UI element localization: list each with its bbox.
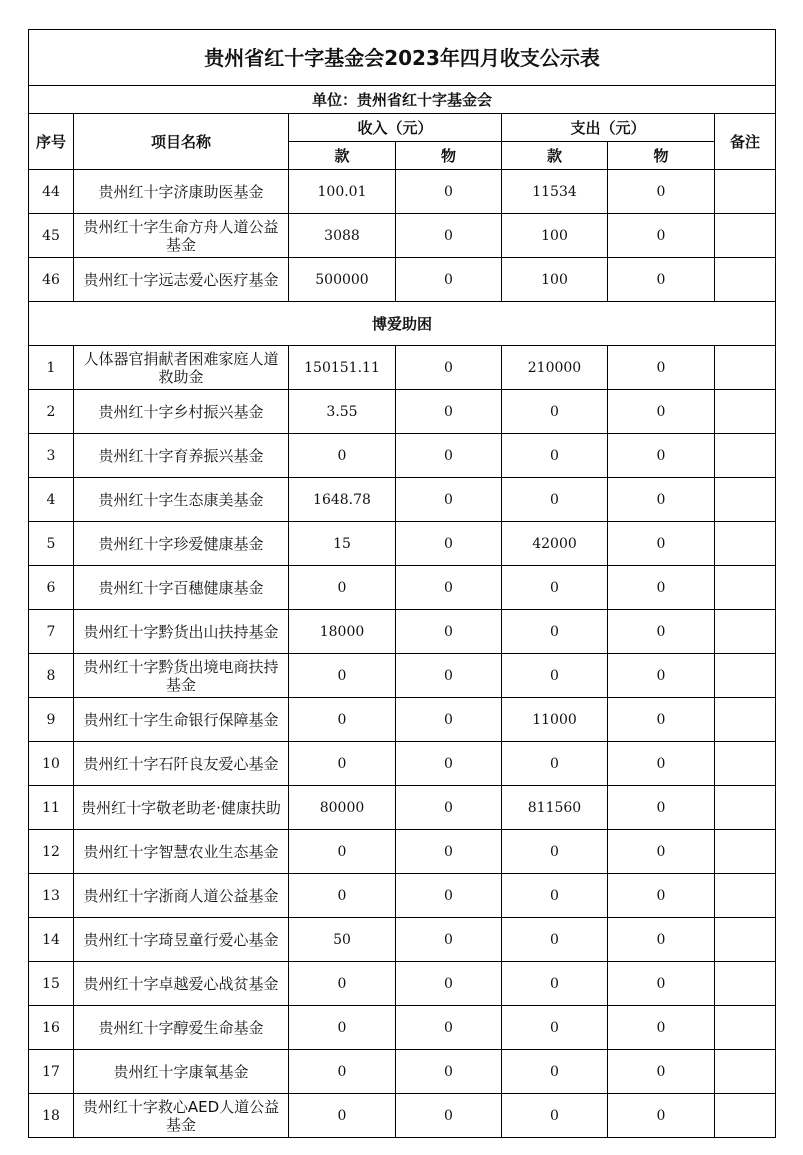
row-expense-goods: 0 <box>608 1050 715 1094</box>
header-index: 序号 <box>29 114 74 170</box>
row-income-goods: 0 <box>396 478 502 522</box>
table-row <box>29 918 776 962</box>
row-income-goods: 0 <box>396 742 502 786</box>
row-remark <box>715 478 776 522</box>
row-index: 13 <box>29 874 74 918</box>
row-expense-cash: 0 <box>502 1094 608 1138</box>
header-expense-cash: 款 <box>502 142 608 170</box>
row-income-goods: 0 <box>396 170 502 214</box>
row-index: 6 <box>29 566 74 610</box>
row-income-cash: 0 <box>289 434 396 478</box>
row-income-cash: 3.55 <box>289 390 396 434</box>
table-row <box>29 522 776 566</box>
row-expense-cash: 0 <box>502 390 608 434</box>
row-name: 贵州红十字生命银行保障基金 <box>74 698 289 742</box>
row-index: 5 <box>29 522 74 566</box>
row-name: 贵州红十字琦昱童行爱心基金 <box>74 918 289 962</box>
row-remark <box>715 830 776 874</box>
row-expense-cash: 0 <box>502 874 608 918</box>
row-expense-cash: 100 <box>502 258 608 302</box>
header-income-cash: 款 <box>289 142 396 170</box>
row-income-cash: 0 <box>289 962 396 1006</box>
row-income-cash: 80000 <box>289 786 396 830</box>
report-sheet <box>28 29 775 1138</box>
row-income-goods: 0 <box>396 918 502 962</box>
row-index: 4 <box>29 478 74 522</box>
row-income-cash: 0 <box>289 654 396 698</box>
row-remark <box>715 566 776 610</box>
row-remark <box>715 1050 776 1094</box>
row-index: 10 <box>29 742 74 786</box>
row-expense-cash: 0 <box>502 434 608 478</box>
row-expense-cash: 0 <box>502 830 608 874</box>
row-remark <box>715 918 776 962</box>
row-index: 9 <box>29 698 74 742</box>
row-income-goods: 0 <box>396 1006 502 1050</box>
row-name: 贵州红十字黔货出山扶持基金 <box>74 610 289 654</box>
row-income-cash: 0 <box>289 830 396 874</box>
row-remark <box>715 258 776 302</box>
section-title: 博爱助困 <box>29 302 776 346</box>
row-name: 贵州红十字智慧农业生态基金 <box>74 830 289 874</box>
table-row <box>29 698 776 742</box>
row-index: 8 <box>29 654 74 698</box>
row-income-cash: 0 <box>289 1006 396 1050</box>
row-income-cash: 18000 <box>289 610 396 654</box>
row-income-cash: 1648.78 <box>289 478 396 522</box>
row-expense-goods: 0 <box>608 566 715 610</box>
row-expense-goods: 0 <box>608 258 715 302</box>
row-income-cash: 3088 <box>289 214 396 258</box>
row-index: 45 <box>29 214 74 258</box>
row-expense-goods: 0 <box>608 742 715 786</box>
row-index: 2 <box>29 390 74 434</box>
row-expense-cash: 0 <box>502 1006 608 1050</box>
row-name: 贵州红十字济康助医基金 <box>74 170 289 214</box>
row-expense-cash: 811560 <box>502 786 608 830</box>
row-expense-cash: 0 <box>502 1050 608 1094</box>
table-row <box>29 346 776 390</box>
row-expense-goods: 0 <box>608 1006 715 1050</box>
row-expense-cash: 11000 <box>502 698 608 742</box>
row-income-goods: 0 <box>396 214 502 258</box>
table-row <box>29 390 776 434</box>
row-expense-goods: 0 <box>608 962 715 1006</box>
row-name: 贵州红十字浙商人道公益基金 <box>74 874 289 918</box>
row-remark <box>715 1006 776 1050</box>
row-remark <box>715 390 776 434</box>
table-row <box>29 874 776 918</box>
header-expense: 支出（元） <box>502 114 715 142</box>
row-name: 人体器官捐献者困难家庭人道救助金 <box>74 346 289 390</box>
row-remark <box>715 610 776 654</box>
table-row <box>29 214 776 258</box>
row-name: 贵州红十字救心AED人道公益基金 <box>74 1094 289 1138</box>
row-income-cash: 15 <box>289 522 396 566</box>
row-index: 17 <box>29 1050 74 1094</box>
row-index: 12 <box>29 830 74 874</box>
row-expense-cash: 0 <box>502 566 608 610</box>
row-name: 贵州红十字康氧基金 <box>74 1050 289 1094</box>
row-name: 贵州红十字远志爱心医疗基金 <box>74 258 289 302</box>
row-index: 3 <box>29 434 74 478</box>
row-expense-cash: 0 <box>502 962 608 1006</box>
row-name: 贵州红十字生态康美基金 <box>74 478 289 522</box>
row-income-goods: 0 <box>396 654 502 698</box>
row-name: 贵州红十字珍爱健康基金 <box>74 522 289 566</box>
row-remark <box>715 1094 776 1138</box>
row-income-goods: 0 <box>396 434 502 478</box>
table-row <box>29 1094 776 1138</box>
row-income-cash: 500000 <box>289 258 396 302</box>
row-name: 贵州红十字乡村振兴基金 <box>74 390 289 434</box>
header-remark: 备注 <box>715 114 776 170</box>
header-income-goods: 物 <box>396 142 502 170</box>
table-row <box>29 786 776 830</box>
table-row <box>29 478 776 522</box>
row-index: 11 <box>29 786 74 830</box>
row-income-goods: 0 <box>396 698 502 742</box>
row-income-cash: 0 <box>289 698 396 742</box>
row-name: 贵州红十字黔货出境电商扶持基金 <box>74 654 289 698</box>
row-expense-cash: 11534 <box>502 170 608 214</box>
table-row <box>29 654 776 698</box>
row-income-goods: 0 <box>396 390 502 434</box>
row-income-cash: 100.01 <box>289 170 396 214</box>
row-income-cash: 50 <box>289 918 396 962</box>
table-title: 贵州省红十字基金会2023年四月收支公示表 <box>29 30 776 86</box>
row-income-goods: 0 <box>396 1050 502 1094</box>
header-name: 项目名称 <box>74 114 289 170</box>
row-expense-goods: 0 <box>608 1094 715 1138</box>
row-expense-cash: 210000 <box>502 346 608 390</box>
row-expense-cash: 0 <box>502 654 608 698</box>
row-expense-goods: 0 <box>608 434 715 478</box>
row-index: 18 <box>29 1094 74 1138</box>
row-remark <box>715 698 776 742</box>
row-remark <box>715 786 776 830</box>
row-income-cash: 0 <box>289 566 396 610</box>
row-income-cash: 0 <box>289 742 396 786</box>
table-row <box>29 258 776 302</box>
row-remark <box>715 434 776 478</box>
section-row <box>29 302 776 346</box>
row-income-goods: 0 <box>396 874 502 918</box>
row-income-cash: 0 <box>289 1050 396 1094</box>
row-expense-goods: 0 <box>608 654 715 698</box>
row-name: 贵州红十字敬老助老·健康扶助 <box>74 786 289 830</box>
row-expense-cash: 100 <box>502 214 608 258</box>
row-index: 44 <box>29 170 74 214</box>
row-expense-goods: 0 <box>608 170 715 214</box>
row-expense-goods: 0 <box>608 478 715 522</box>
row-remark <box>715 742 776 786</box>
table-row <box>29 1006 776 1050</box>
table-row <box>29 610 776 654</box>
row-expense-goods: 0 <box>608 830 715 874</box>
table-row <box>29 434 776 478</box>
row-index: 46 <box>29 258 74 302</box>
row-expense-goods: 0 <box>608 786 715 830</box>
row-income-goods: 0 <box>396 786 502 830</box>
row-index: 14 <box>29 918 74 962</box>
row-income-goods: 0 <box>396 566 502 610</box>
row-name: 贵州红十字生命方舟人道公益基金 <box>74 214 289 258</box>
row-expense-cash: 0 <box>502 478 608 522</box>
row-income-cash: 0 <box>289 1094 396 1138</box>
row-name: 贵州红十字百穗健康基金 <box>74 566 289 610</box>
row-expense-cash: 0 <box>502 610 608 654</box>
row-index: 16 <box>29 1006 74 1050</box>
row-remark <box>715 874 776 918</box>
row-income-goods: 0 <box>396 830 502 874</box>
row-name: 贵州红十字育养振兴基金 <box>74 434 289 478</box>
row-name: 贵州红十字石阡良友爱心基金 <box>74 742 289 786</box>
row-expense-goods: 0 <box>608 698 715 742</box>
row-index: 1 <box>29 346 74 390</box>
table-row <box>29 170 776 214</box>
header-income: 收入（元） <box>289 114 502 142</box>
row-expense-goods: 0 <box>608 214 715 258</box>
row-expense-cash: 0 <box>502 918 608 962</box>
row-income-goods: 0 <box>396 522 502 566</box>
row-expense-cash: 0 <box>502 742 608 786</box>
row-income-goods: 0 <box>396 1094 502 1138</box>
row-expense-goods: 0 <box>608 918 715 962</box>
row-remark <box>715 214 776 258</box>
table-row <box>29 962 776 1006</box>
row-name: 贵州红十字卓越爱心战贫基金 <box>74 962 289 1006</box>
row-remark <box>715 654 776 698</box>
row-index: 7 <box>29 610 74 654</box>
row-remark <box>715 170 776 214</box>
finance-table <box>28 29 776 1138</box>
unit-label: 单位：贵州省红十字基金会 <box>29 86 776 114</box>
row-expense-goods: 0 <box>608 610 715 654</box>
header-expense-goods: 物 <box>608 142 715 170</box>
row-expense-goods: 0 <box>608 874 715 918</box>
row-remark <box>715 962 776 1006</box>
table-row <box>29 566 776 610</box>
table-row <box>29 742 776 786</box>
row-income-goods: 0 <box>396 962 502 1006</box>
row-remark <box>715 346 776 390</box>
row-expense-goods: 0 <box>608 522 715 566</box>
table-row <box>29 1050 776 1094</box>
row-income-goods: 0 <box>396 346 502 390</box>
row-expense-cash: 42000 <box>502 522 608 566</box>
row-index: 15 <box>29 962 74 1006</box>
row-income-cash: 150151.11 <box>289 346 396 390</box>
row-income-goods: 0 <box>396 258 502 302</box>
row-income-goods: 0 <box>396 610 502 654</box>
row-expense-goods: 0 <box>608 390 715 434</box>
row-name: 贵州红十字醇爱生命基金 <box>74 1006 289 1050</box>
row-expense-goods: 0 <box>608 346 715 390</box>
row-remark <box>715 522 776 566</box>
row-income-cash: 0 <box>289 874 396 918</box>
table-row <box>29 830 776 874</box>
